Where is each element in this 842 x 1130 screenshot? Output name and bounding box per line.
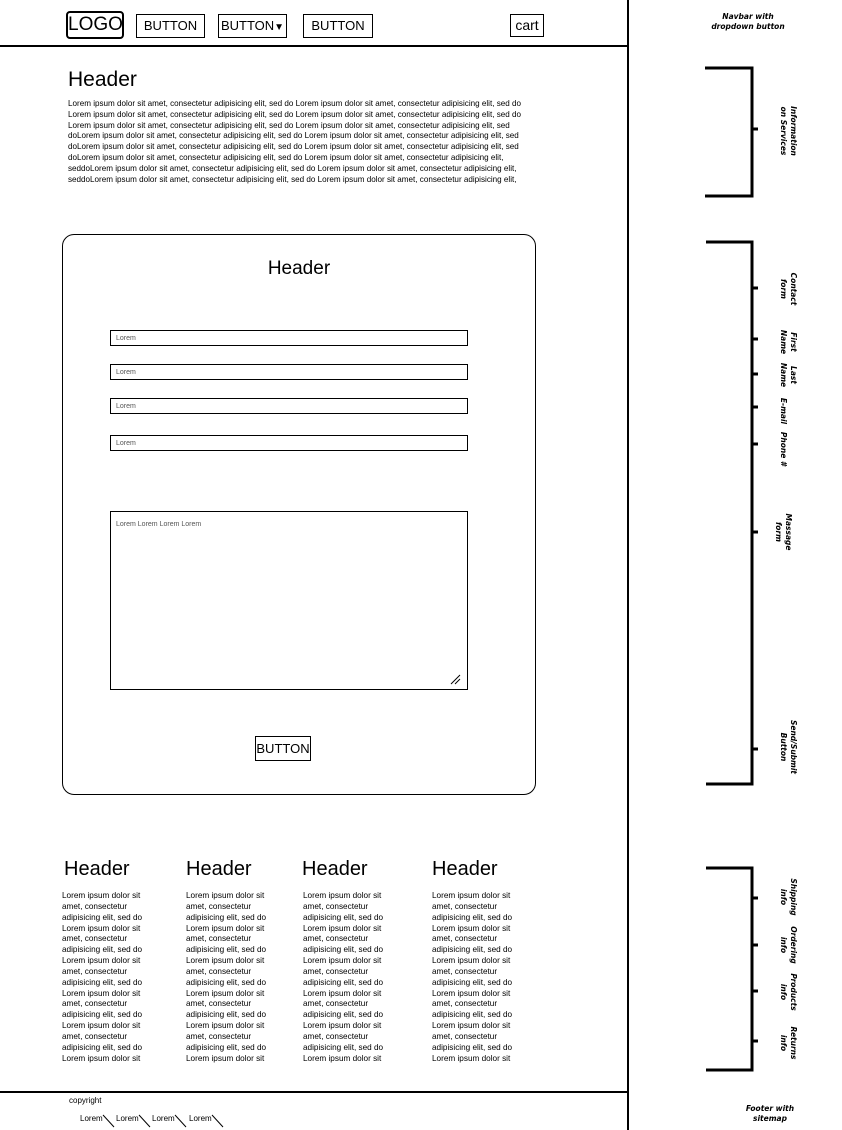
column-line: amet, consectetur xyxy=(303,966,369,976)
column-line: adipisicing elit, sed do xyxy=(62,912,143,922)
column-line: Lorem ipsum dolor sit xyxy=(432,1053,511,1063)
column-line: amet, consectetur xyxy=(186,1031,252,1041)
column-line: Lorem ipsum dolor sit xyxy=(62,923,141,933)
column-line: amet, consectetur xyxy=(62,966,128,976)
column-line: amet, consectetur xyxy=(62,999,128,1009)
column-line: adipisicing elit, sed do xyxy=(62,1042,143,1052)
footer-link[interactable]: Lorem xyxy=(189,1114,212,1123)
column-line: Lorem ipsum dolor sit xyxy=(432,1021,511,1031)
column-line: Lorem ipsum dolor sit xyxy=(303,923,382,933)
column-line: adipisicing elit, sed do xyxy=(186,1042,267,1052)
column-line: amet, consectetur xyxy=(186,934,252,944)
logo[interactable]: LOGO xyxy=(66,11,124,39)
annotation-footer: Footer with sitemap xyxy=(745,1104,795,1123)
info-line: doLorem ipsum dolor sit amet, consectetur adipisicing elit, sed do Lorem ipsum dolor sit amet, consectetur adipisicing elit, sed xyxy=(68,142,519,152)
annotation-submit: Send/Submit Button xyxy=(779,719,798,775)
copyright-text: copyright xyxy=(69,1096,102,1105)
column-line: amet, consectetur xyxy=(62,901,128,911)
footer-link[interactable]: Lorem xyxy=(80,1114,103,1123)
nav-button-3[interactable]: BUTTON xyxy=(303,14,373,38)
column-line: amet, consectetur xyxy=(186,901,252,911)
column-line: adipisicing elit, sed do xyxy=(62,1010,143,1020)
column-line: adipisicing elit, sed do xyxy=(303,977,384,987)
column-line: Lorem ipsum dolor sit xyxy=(303,891,382,900)
column-line: Lorem ipsum dolor sit xyxy=(186,923,265,933)
column-line: Lorem ipsum dolor sit xyxy=(432,891,511,900)
column-line: adipisicing elit, sed do xyxy=(62,945,143,955)
annotation-phone: Phone # xyxy=(779,431,788,467)
shipping-header: Header xyxy=(64,858,130,880)
column-line: Lorem ipsum dolor sit xyxy=(62,891,141,900)
column-line: Lorem ipsum dolor sit xyxy=(303,988,382,998)
column-line: adipisicing elit, sed do xyxy=(62,977,143,987)
column-line: adipisicing elit, sed do xyxy=(432,1010,513,1020)
column-line: adipisicing elit, sed do xyxy=(432,977,513,987)
column-line: Lorem ipsum dolor sit xyxy=(303,956,382,966)
annotation-first-name: First Name xyxy=(779,329,798,355)
cart-button[interactable]: cart xyxy=(510,14,544,37)
info-header: Header xyxy=(68,68,137,91)
info-line: seddoLorem ipsum dolor sit amet, consectetur adipisicing elit, sed do Lorem ipsum dolor sit amet, consectetur adipisicing elit, xyxy=(68,174,517,184)
column-line: amet, consectetur xyxy=(186,999,252,1009)
info-line: Lorem ipsum dolor sit amet, consectetur adipisicing elit, sed do Lorem ipsum dolor sit amet, consectetur adipisicing elit, sed do xyxy=(68,99,522,108)
returns-header: Header xyxy=(432,858,498,880)
column-line: amet, consectetur xyxy=(303,1031,369,1041)
column-line: adipisicing elit, sed do xyxy=(303,1042,384,1052)
column-line: Lorem ipsum dolor sit xyxy=(62,1021,141,1031)
column-line: adipisicing elit, sed do xyxy=(186,977,267,987)
column-line: adipisicing elit, sed do xyxy=(186,1010,267,1020)
contact-form-header: Header xyxy=(267,258,331,279)
column-line: amet, consectetur xyxy=(303,999,369,1009)
annotation-last-name: Last Name xyxy=(779,362,798,388)
column-line: Lorem ipsum dolor sit xyxy=(303,1053,382,1063)
column-line: Lorem ipsum dolor sit xyxy=(186,988,265,998)
first-name-field[interactable]: Lorem xyxy=(110,330,468,346)
info-line: Lorem ipsum dolor sit amet, consectetur adipisicing elit, sed do Lorem ipsum dolor sit amet, consectetur adipisicing elit, sed do xyxy=(68,109,522,119)
submit-button[interactable]: BUTTON xyxy=(255,736,311,761)
info-line: Lorem ipsum dolor sit amet, consectetur adipisicing elit, sed do Lorem ipsum dolor sit amet, consectetur adipisicing elit, sed xyxy=(68,120,510,130)
annotation-info: Information on Services xyxy=(779,106,798,156)
column-line: adipisicing elit, sed do xyxy=(186,912,267,922)
column-line: Lorem ipsum dolor sit xyxy=(186,1021,265,1031)
column-line: Lorem ipsum dolor sit xyxy=(303,1021,382,1031)
column-line: amet, consectetur xyxy=(432,934,498,944)
nav-button-1[interactable]: BUTTON xyxy=(136,14,205,38)
column-line: Lorem ipsum dolor sit xyxy=(432,988,511,998)
column-line: adipisicing elit, sed do xyxy=(303,945,384,955)
column-line: adipisicing elit, sed do xyxy=(303,912,384,922)
annotation-navbar: Navbar with dropdown button xyxy=(711,12,785,31)
footer-link[interactable]: Lorem xyxy=(116,1114,139,1123)
nav-dropdown-label: BUTTON xyxy=(220,18,275,33)
column-line: Lorem ipsum dolor sit xyxy=(62,1053,141,1063)
column-line: amet, consectetur xyxy=(186,966,252,976)
annotation-contact: Contact form xyxy=(779,272,798,306)
column-line: Lorem ipsum dolor sit xyxy=(186,956,265,966)
annotation-returns: Returns info xyxy=(779,1026,798,1060)
info-line: doLorem ipsum dolor sit amet, consectetur adipisicing elit, sed do Lorem ipsum dolor sit amet, consectetur adipisicing elit, xyxy=(68,152,504,162)
column-line: adipisicing elit, sed do xyxy=(186,945,267,955)
annotation-email: E-mail xyxy=(779,397,788,425)
column-line: Lorem ipsum dolor sit xyxy=(186,1053,265,1063)
column-line: amet, consectetur xyxy=(62,934,128,944)
footer-columns-bracket xyxy=(706,868,758,1070)
column-line: amet, consectetur xyxy=(432,901,498,911)
column-line: Lorem ipsum dolor sit xyxy=(432,923,511,933)
footer-link[interactable]: Lorem xyxy=(152,1114,175,1123)
column-line: Lorem ipsum dolor sit xyxy=(432,956,511,966)
info-line: seddoLorem ipsum dolor sit amet, consectetur adipisicing elit, sed do Lorem ipsum dolor sit amet, consectetur adipisicing elit, xyxy=(68,163,517,173)
form-bracket xyxy=(706,242,758,784)
message-text: Lorem Lorem Lorem Lorem xyxy=(116,521,202,528)
dropdown-caret-icon: ▼ xyxy=(274,22,285,33)
annotation-products: Products info xyxy=(779,973,798,1011)
info-line: doLorem ipsum dolor sit amet, consectetur adipisicing elit, sed do Lorem ipsum dolor sit amet, consectetur adipisicing elit, sed xyxy=(68,131,519,141)
annotation-shipping: Shipping info xyxy=(779,878,798,916)
annotation-message: Massage form xyxy=(774,513,793,551)
column-line: amet, consectetur xyxy=(303,934,369,944)
column-line: adipisicing elit, sed do xyxy=(432,912,513,922)
column-line: amet, consectetur xyxy=(62,1031,128,1041)
annotation-ordering: Ordering info xyxy=(779,926,798,964)
email-field[interactable]: Lorem xyxy=(110,398,468,414)
column-line: amet, consectetur xyxy=(432,966,498,976)
products-header: Header xyxy=(302,858,368,880)
column-line: Lorem ipsum dolor sit xyxy=(62,988,141,998)
last-name-field[interactable]: Lorem xyxy=(110,364,468,380)
column-line: adipisicing elit, sed do xyxy=(432,1042,513,1052)
column-line: adipisicing elit, sed do xyxy=(303,1010,384,1020)
ordering-header: Header xyxy=(186,858,252,880)
phone-field[interactable]: Lorem xyxy=(110,435,468,451)
column-line: amet, consectetur xyxy=(432,1031,498,1041)
column-line: amet, consectetur xyxy=(432,999,498,1009)
column-line: amet, consectetur xyxy=(303,901,369,911)
column-line: Lorem ipsum dolor sit xyxy=(186,891,265,900)
column-line: adipisicing elit, sed do xyxy=(432,945,513,955)
column-line: Lorem ipsum dolor sit xyxy=(62,956,141,966)
info-bracket xyxy=(705,68,758,196)
